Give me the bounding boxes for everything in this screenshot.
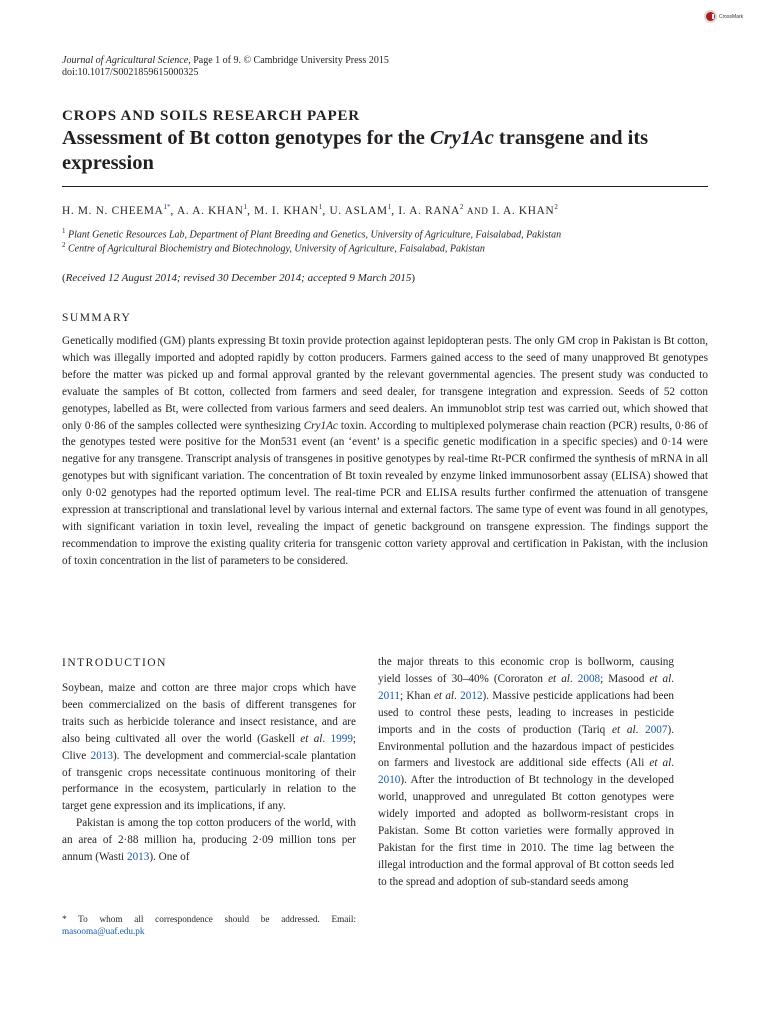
journal-name: Journal of Agricultural Science bbox=[62, 55, 189, 66]
summary-heading: SUMMARY bbox=[62, 312, 132, 324]
citation-link[interactable]: 2011 bbox=[378, 689, 400, 702]
citation-link[interactable]: 2013 bbox=[90, 749, 113, 762]
crossmark-icon bbox=[704, 10, 717, 23]
intro-paragraph-2: Pakistan is among the top cotton producers of the world, with an area of 2·88 million ha, producing 2·09 million tons per annum (Wasti 2013). One of bbox=[62, 817, 356, 864]
author[interactable]: H. M. N. CHEEMA bbox=[62, 204, 164, 217]
citation-link[interactable]: 2012 bbox=[460, 689, 483, 702]
paper-title: Assessment of Bt cotton genotypes for the Cry1Ac transgene and its expression bbox=[62, 127, 649, 174]
author-list: H. M. N. CHEEMA$^{1*}$, A. A. KHAN$^1$, M. I. KHAN$^1$, U. ASLAM$^1$, I. A. RANA$^2$ AND I. A. KHAN$^2$ bbox=[62, 203, 558, 217]
right-column bbox=[378, 654, 674, 891]
crossmark-badge[interactable] bbox=[704, 10, 743, 23]
author[interactable]: I. A. KHAN bbox=[492, 204, 555, 217]
summary-paragraph: Genetically modified (GM) plants expressing Bt toxin provide protection against lepidopteran pests. The only GM crop in Pakistan is Bt cotton, which was illegally imported and adopted rapidly by cotton producers. Farmers gained access to the seed of many unapproved Bt genotypes before the matter was picked up and formal approval granted by the relevant governmental agencies. The present study was conducted to evaluate the samples of Bt cotton, collected from farmers and seed dealer, for transgene integration and expression. Seeds of 52 cotton genotypes, labelled as Bt, were collected from various farmers and seed dealers. An immunoblot strip test was carried out, which showed that only 0·86 of the samples collected were synthesizing Cry1Ac toxin. According to multiplexed polymerase chain reaction (PCR) results, 0·86 of the genotypes tested were positive for the Mon531 event (an ‘event’ is a specific genetic modification in a specific species) and 0·14 were negative for any transgene. Transcript analysis of transgenes in positive genotypes by real-time Rt-PCR confirmed the synthesis of mRNA in all genotypes but with significant variation. The concentration of Bt toxin revealed by enzyme linked immunosorbent assay (ELISA) showed that only 0·02 genotypes had the reported optimum level. The real-time PCR and ELISA results further confirmed the attenuation of transgene expression at transcriptional and translational level by various internal and external factors. The same type of event was found in all genotypes, with significant variation in toxin level, revealing the impact of genetic background on transgene expression. The findings support the recommendation to improve the existing quality criteria for transgenic cotton variety approval and certification in Pakistan, with the inclusion of toxin concentration in the list of parameters to be considered. bbox=[62, 335, 708, 567]
email-link[interactable]: masooma@uaf.edu.pk bbox=[62, 926, 145, 936]
journal-citation bbox=[62, 55, 389, 67]
title-divider bbox=[62, 186, 708, 187]
crossmark-label: CrossMark bbox=[719, 13, 744, 20]
gene-name: Cry1Ac bbox=[303, 419, 338, 432]
left-column bbox=[62, 680, 356, 866]
affiliation-2: $^2$ Centre of Agricultural Biochemistry and Biotechnology, University of Agriculture, Faisalabad, Pakistan bbox=[62, 241, 485, 255]
correspondence-footnote: * To whom all correspondence should be addressed. Email: masooma@uaf.edu.pk bbox=[62, 914, 356, 936]
intro-paragraph-2-continued: the major threats to this economic crop is bollworm, causing yield losses of 30–40% (Cororaton et al. 2008; Masood et al. 2011; Khan et al. 2012). Massive pesticide applications had been used to control these pests, leading to increases in pesticide imports and in the costs of production (Tariq et al. 2007). Environmental pollution and the hazardous impact of pesticides on farmers and livestock are additional side effects (Ali et al. 2010). After the introduction of Bt technology in the developed world, unapproved and unregulated Bt cotton genotypes were widely imported and adopted as bollworm-resistant crops in Pakistan. Some Bt cotton varieties were formally approved in Pakistan for the first time in 2010. The time lag between the illegal introduction and the formal approval of Bt cotton seeds led to the spread and adoption of sub-standard seeds among bbox=[378, 656, 675, 888]
citation-link[interactable]: 2010 bbox=[378, 774, 401, 787]
author[interactable]: I. A. RANA bbox=[398, 204, 460, 217]
section-label: CROPS AND SOILS RESEARCH PAPER bbox=[62, 108, 360, 124]
gene-name: Cry1Ac bbox=[430, 127, 494, 149]
author[interactable]: A. A. KHAN bbox=[176, 204, 244, 217]
citation-link[interactable]: 2007 bbox=[645, 723, 668, 736]
citation-link[interactable]: 1999 bbox=[330, 732, 353, 745]
doi[interactable]: doi:10.1017/S0021859615000325 bbox=[62, 67, 199, 78]
author[interactable]: U. ASLAM bbox=[329, 204, 388, 217]
intro-paragraph-1: Soybean, maize and cotton are three major crops which have been commercialized on the basis of different transgenes for traits such as herbicide tolerance and insect resistance, and are also being cultivated all over the world (Gaskell et al. 1999; Clive 2013). The development and commercial-scale plantation of transgenic crops necessitate continuous monitoring of their performance in the ecosystem, particularly in relation to the target gene expression and its implications, if any. bbox=[62, 682, 357, 813]
corresponding-mark[interactable]: * bbox=[167, 203, 171, 211]
citation-link[interactable]: 2013 bbox=[126, 851, 150, 864]
author[interactable]: M. I. KHAN bbox=[254, 204, 319, 217]
journal-page-copyright: , Page 1 of 9. © Cambridge University Press 2015 bbox=[188, 55, 389, 66]
affiliation-1: $^1$ Plant Genetic Resources Lab, Department of Plant Breeding and Genetics, University of Agriculture, Faisalabad, Pakistan bbox=[62, 227, 562, 241]
introduction-heading: INTRODUCTION bbox=[62, 657, 167, 669]
citation-link[interactable]: 2008 bbox=[577, 672, 601, 685]
authors-and: AND bbox=[466, 205, 489, 216]
received-dates: (Received 12 August 2014; revised 30 December 2014; accepted 9 March 2015) bbox=[62, 272, 416, 284]
